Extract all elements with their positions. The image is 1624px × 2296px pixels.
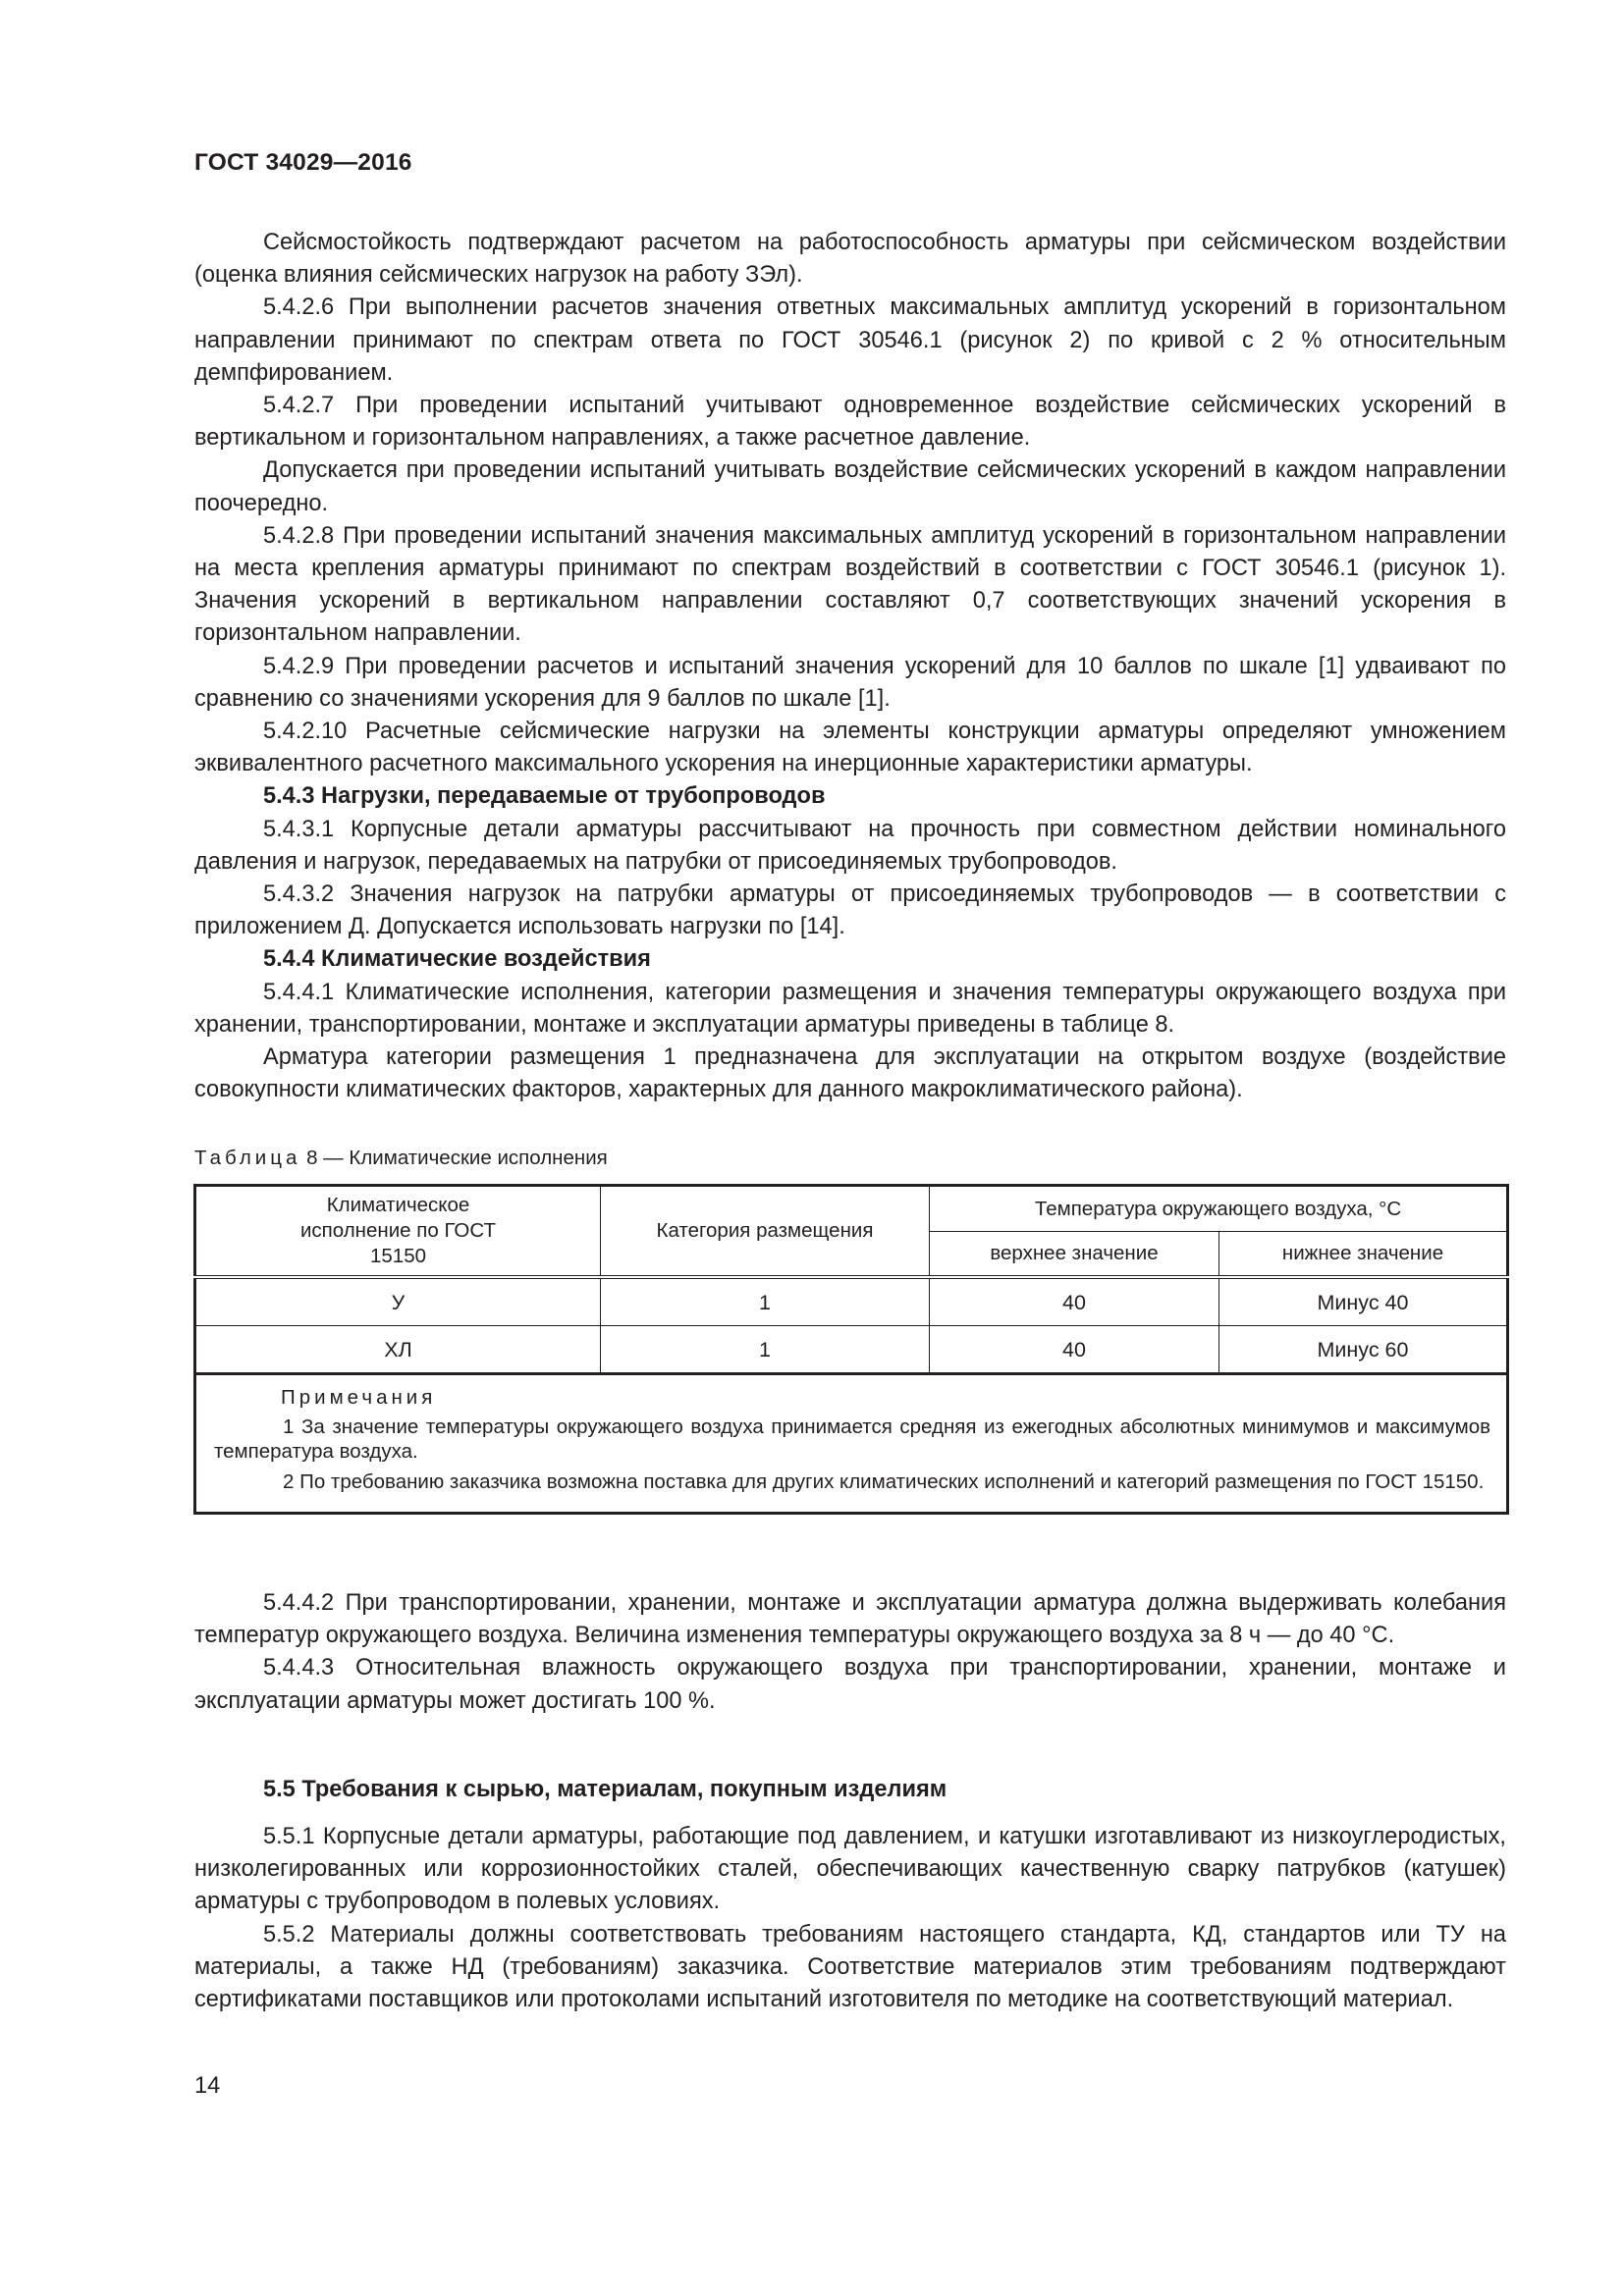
section-5-5 [194, 1774, 1506, 1806]
note-2: 2 По требованию заказчика возможна поставка для других климатических исполнений и категорий размещения по ГОСТ 15150. [283, 1470, 1485, 1493]
paragraph-5-4-2-8: 5.4.2.8 При проведении испытаний значения максимальных амплитуд ускорений в горизонтальном направлении на места крепления арматуры принимают по спектрам воздействий в соответствии с ГОСТ 30546.1 (рисунок 1). Значения ускорений в вертикальном направлении составляют 0,7 соответствующих значений ускорения в горизонтальном направлении. [194, 522, 1506, 647]
header-ambient-temperature: Температура окружающего воздуха, °С [930, 1186, 1508, 1232]
cell-upper: 40 [930, 1277, 1219, 1326]
header-lower-value: нижнее значение [1219, 1232, 1508, 1278]
table-caption-label: Таблица [194, 1147, 301, 1169]
paragraph-seismic-confirmation: Сейсмостойкость подтверждают расчетом на работоспособность арматуры при сейсмическом воздействии (оценка влияния сейсмических нагрузок на работу ЗЭл). [194, 230, 1506, 289]
header-placement-category: Категория размещения [601, 1186, 930, 1278]
header-climate-version: Климатическое исполнение по ГОСТ 15150 [195, 1186, 601, 1278]
table-notes [195, 1374, 1508, 1514]
body-text-block-3 [194, 1821, 1506, 2016]
paragraph-5-5-2: 5.5.2 Материалы должны соответствовать требованиям настоящего стандарта, КД, стандартов или ТУ на материалы, а также НД (требованиям) заказчика. Соответствие материалов этим требованиям подтверждают сертификатами поставщиков или протоколами испытаний изготовителя по методике на соответствующий материал. [194, 1921, 1506, 2013]
paragraph-5-4-2-10: 5.4.2.10 Расчетные сейсмические нагрузки на элементы конструкции арматуры определяют умножением эквивалентного расчетного максимального ускорения на инерционные характеристики арматуры. [194, 719, 1506, 777]
paragraph-5-4-3-1: 5.4.3.1 Корпусные детали арматуры рассчитывают на прочность при совместном действии номинального давления и нагрузок, передаваемых на патрубки от присоединяемых трубопроводов. [194, 816, 1506, 875]
body-text-block-2 [194, 1587, 1506, 1718]
cell-upper: 40 [930, 1326, 1219, 1374]
notes-title: Примечания [281, 1386, 437, 1409]
cell-climate: У [195, 1277, 601, 1326]
paragraph-5-4-2-7: 5.4.2.7 При проведении испытаний учитывают одновременное воздействие сейсмических ускорений в вертикальном и горизонтальном направлениях, а также расчетное давление. [194, 393, 1506, 452]
paragraph-5-4-2-6: 5.4.2.6 При выполнении расчетов значения ответных максимальных амплитуд ускорений в горизонтальном направлении принимают по спектрам ответа по ГОСТ 30546.1 (рисунок 2) по кривой с 2 % относительным демпфированием. [194, 294, 1506, 386]
note-1: 1 За значение температуры окружающего воздуха принимается средняя из ежегодных абсолютных минимумов и максимумов температура воздуха. [214, 1415, 1490, 1463]
section-heading-5-5: 5.5 Требования к сырью, материалам, покупным изделиям [263, 1777, 947, 1802]
cell-climate: ХЛ [195, 1326, 601, 1374]
paragraph-allowed-sequential: Допускается при проведении испытаний учитывать воздействие сейсмических ускорений в каждом направлении поочередно. [194, 457, 1506, 516]
table-row [195, 1326, 1508, 1374]
body-text-block-1 [194, 227, 1506, 1106]
cell-category: 1 [601, 1277, 930, 1326]
section-heading-5-4-3: 5.4.3 Нагрузки, передаваемые от трубопроводов [263, 783, 826, 810]
paragraph-5-4-3-2: 5.4.3.2 Значения нагрузок на патрубки арматуры от присоединяемых трубопроводов — в соответствии с приложением Д. Допускается использовать нагрузки по [14]. [194, 881, 1506, 940]
paragraph-5-4-4-2: 5.4.4.2 При транспортировании, хранении, монтаже и эксплуатации арматура должна выдерживать колебания температур окружающего воздуха. Величина изменения температуры окружающего воздуха за 8 ч — до 40 °С. [194, 1590, 1506, 1649]
header-upper-value: верхнее значение [930, 1232, 1219, 1278]
section-heading-5-4-4: 5.4.4 Климатические воздействия [263, 946, 651, 973]
table-header-row [195, 1186, 1508, 1232]
paragraph-category-1: Арматура категории размещения 1 предназначена для эксплуатации на открытом воздухе (воздействие совокупности климатических факторов, характерных для данного макроклиматического района). [194, 1044, 1506, 1103]
cell-lower: Минус 40 [1219, 1277, 1508, 1326]
cell-category: 1 [601, 1326, 930, 1374]
cell-lower: Минус 60 [1219, 1326, 1508, 1374]
climate-table [193, 1184, 1509, 1515]
table-caption [194, 1147, 608, 1170]
paragraph-5-5-1: 5.5.1 Корпусные детали арматуры, работающие под давлением, и катушки изготавливают из низкоуглеродистых, низколегированных или коррозионностойких сталей, обеспечивающих качественную сварку патрубков (катушек) арматуры с трубопроводом в полевых условиях. [194, 1824, 1506, 1915]
table-row [195, 1277, 1508, 1326]
paragraph-5-4-2-9: 5.4.2.9 При проведении расчетов и испытаний значения ускорений для 10 баллов по шкале [1] удваивают по сравнению со значениями ускорения для 9 баллов по шкале [1]. [194, 653, 1506, 712]
paragraph-5-4-4-3: 5.4.4.3 Относительная влажность окружающего воздуха при транспортировании, хранении, монтаже и эксплуатации арматуры может достигать 100 %. [194, 1655, 1506, 1714]
table-caption-title: 8 — Климатические исполнения [300, 1147, 608, 1169]
paragraph-5-4-4-1: 5.4.4.1 Климатические исполнения, категории размещения и значения температуры окружающего воздуха при хранении, транспортировании, монтаже и эксплуатации арматуры приведены в таблице 8. [194, 979, 1506, 1038]
document-header: ГОСТ 34029—2016 [194, 149, 412, 176]
table-notes-row [195, 1374, 1508, 1514]
page-number: 14 [194, 2073, 221, 2099]
